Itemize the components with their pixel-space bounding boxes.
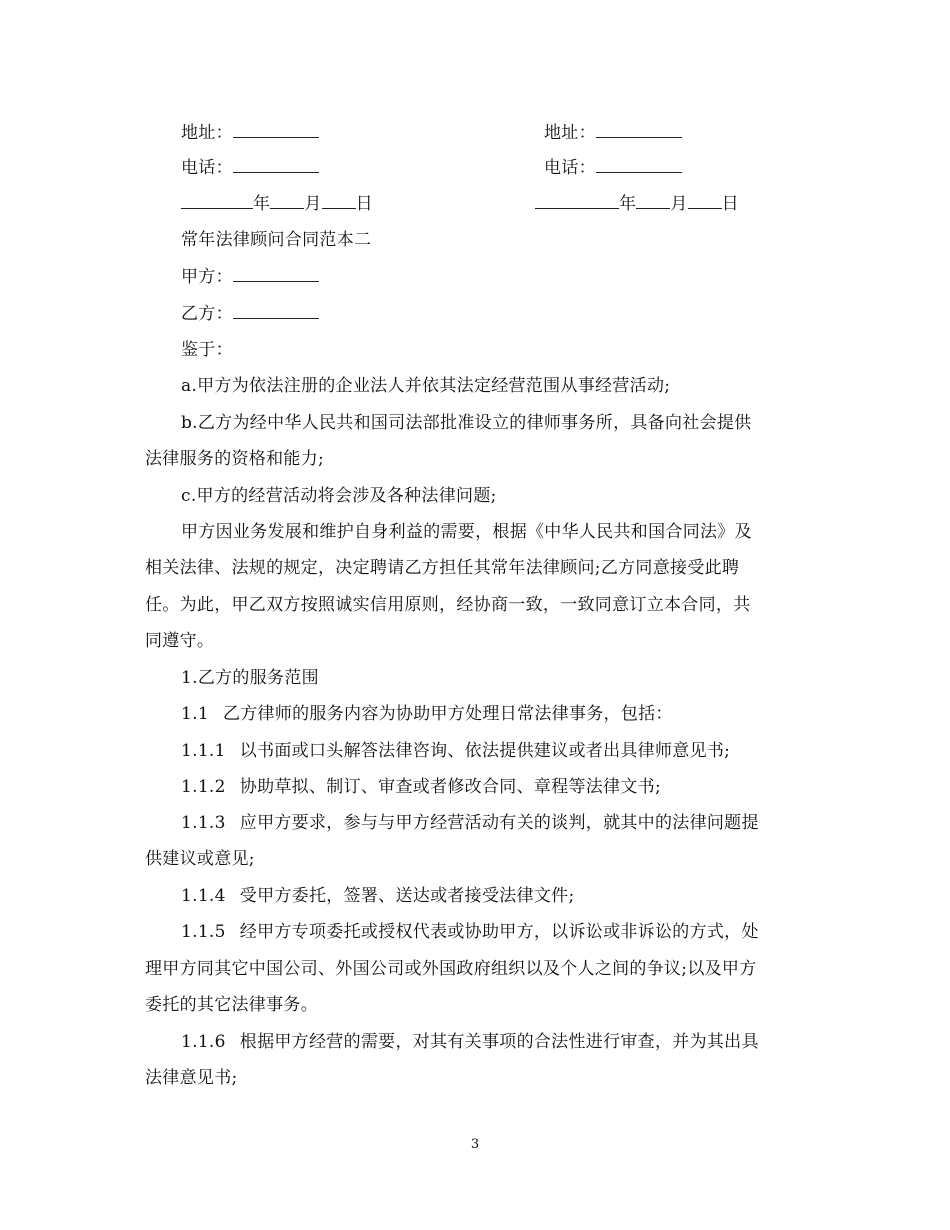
clause-text: 根据甲方经营的需要，对其有关事项的合法性进行审查，并为其出具 — [239, 1032, 759, 1052]
whereas-item-b-line2: 法律服务的资格和能力; — [145, 449, 325, 469]
clause-text: 受甲方委托，签署、送达或者接受法律文件; — [239, 886, 575, 906]
section-1-heading: 1.乙方的服务范围 — [181, 668, 319, 688]
clause-text: 应甲方要求，参与与甲方经营活动有关的谈判，就其中的法律问题提 — [239, 813, 759, 833]
clause-text: 以书面或口头解答法律咨询、依法提供建议或者出具律师意见书; — [239, 741, 731, 761]
clause-number: 1.1.5 — [181, 922, 226, 942]
clause-1-1-2 — [181, 776, 661, 798]
clause-number: 1.1.1 — [181, 741, 226, 761]
right-year-label: 年 — [619, 194, 637, 214]
party-b-line — [181, 303, 319, 325]
left-address-label: 地址： — [181, 123, 233, 143]
left-phone-blank — [233, 157, 319, 173]
intro-line3: 任。为此，甲乙双方按照诚实信用原则，经协商一致，一致同意订立本合同，共 — [145, 595, 751, 615]
clause-1-1 — [181, 703, 673, 725]
whereas-item-a: a.甲方为依法注册的企业法人并依其法定经营范围从事经营活动; — [181, 376, 671, 396]
left-month-label: 月 — [304, 194, 322, 214]
party-a-label: 甲方： — [181, 267, 233, 287]
left-day-label: 日 — [355, 194, 373, 214]
clause-1-1-5-cont2: 委托的其它法律事务。 — [145, 995, 318, 1015]
right-month-label: 月 — [670, 194, 688, 214]
whereas-item-c: c.甲方的经营活动将会涉及各种法律问题; — [181, 486, 497, 506]
right-phone-label: 电话： — [544, 158, 596, 178]
contract-title: 常年法律顾问合同范本二 — [181, 230, 372, 250]
intro-line1: 甲方因业务发展和维护自身利益的需要，根据《中华人民共和国合同法》及 — [181, 522, 752, 542]
left-address-blank — [233, 122, 319, 138]
right-day-blank — [688, 193, 722, 209]
right-address-line — [544, 122, 682, 144]
party-a-line — [181, 266, 319, 288]
whereas-item-b-line1: b.乙方为经中华人民共和国司法部批准设立的律师事务所，具备向社会提供 — [181, 413, 752, 433]
intro-line2: 相关法律、法规的规定，决定聘请乙方担任其常年法律顾问;乙方同意接受此聘 — [145, 558, 740, 578]
left-phone-label: 电话： — [181, 158, 233, 178]
clause-1-1-1 — [181, 740, 730, 762]
left-year-blank — [181, 193, 253, 209]
clause-number: 1.1.2 — [181, 777, 226, 797]
clause-1-1-6-cont: 法律意见书; — [145, 1068, 238, 1088]
right-month-blank — [636, 193, 670, 209]
page-number: 3 — [470, 1137, 480, 1152]
clause-1-1-5-cont1: 理甲方同其它中国公司、外国公司或外国政府组织以及个人之间的争议;以及甲方 — [145, 959, 757, 979]
right-date-line — [535, 193, 739, 215]
clause-text: 协助草拟、制订、审查或者修改合同、章程等法律文书; — [239, 777, 661, 797]
clause-1-1-5 — [181, 921, 759, 943]
party-b-blank — [233, 303, 319, 319]
right-address-label: 地址： — [544, 123, 596, 143]
clause-number: 1.1.3 — [181, 813, 226, 833]
clause-1-1-4 — [181, 885, 575, 907]
left-phone-line — [181, 157, 319, 179]
right-address-blank — [596, 122, 682, 138]
clause-number: 1.1.6 — [181, 1032, 226, 1052]
right-year-blank — [535, 193, 619, 209]
clause-number: 1.1.4 — [181, 886, 226, 906]
left-year-label: 年 — [253, 194, 271, 214]
right-phone-blank — [596, 157, 682, 173]
right-day-label: 日 — [721, 194, 739, 214]
whereas-heading: 鉴于： — [181, 340, 233, 360]
party-b-label: 乙方： — [181, 304, 233, 324]
left-address-line — [181, 122, 319, 144]
left-day-blank — [322, 193, 356, 209]
intro-line4: 同遵守。 — [145, 631, 215, 651]
clause-1-1-3 — [181, 812, 759, 834]
right-phone-line — [544, 157, 682, 179]
left-month-blank — [270, 193, 304, 209]
clause-1-1-6 — [181, 1031, 759, 1053]
clause-text: 经甲方专项委托或授权代表或协助甲方，以诉讼或非诉讼的方式，处 — [239, 922, 759, 942]
party-a-blank — [233, 266, 319, 282]
clause-1-1-3-cont: 供建议或意见; — [145, 849, 255, 869]
clause-number: 1.1 — [181, 704, 209, 724]
left-date-line — [181, 193, 373, 215]
clause-text: 乙方律师的服务内容为协助甲方处理日常法律事务，包括： — [222, 704, 673, 724]
